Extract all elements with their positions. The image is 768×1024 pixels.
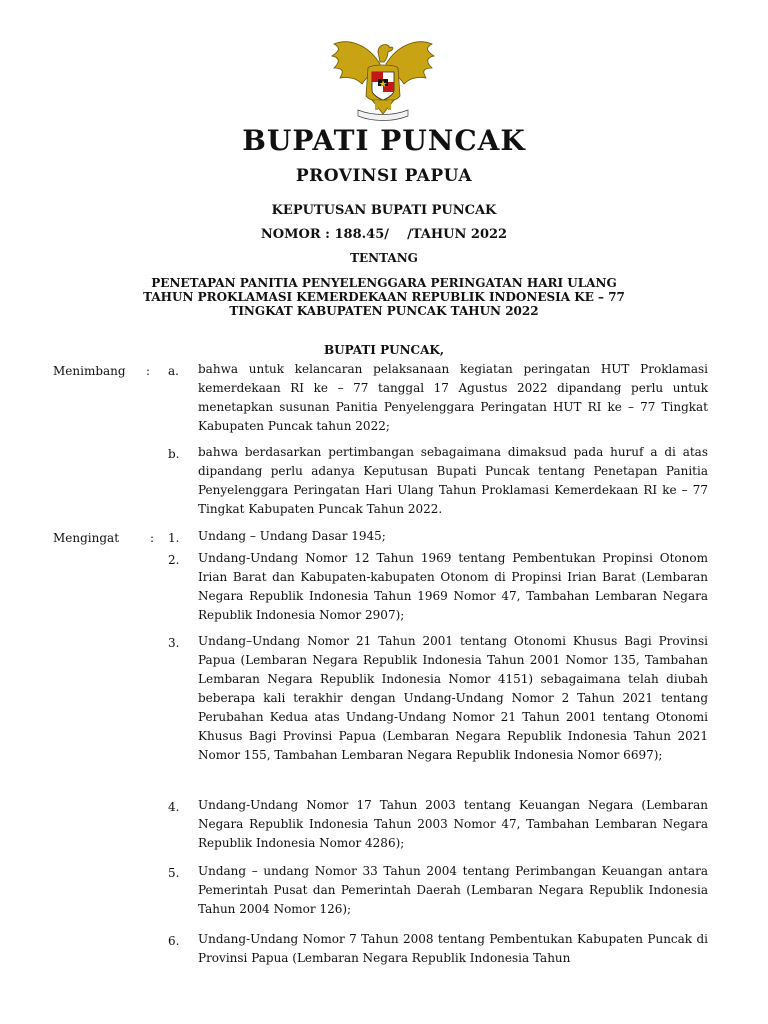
item-marker: a.: [168, 364, 179, 378]
item-text: bahwa berdasarkan pertimbangan sebagaimana dimaksud pada huruf a di atas dipandang perlu adanya Keputusan Bupati Puncak tentang Penetapan Panitia Penyelenggara Peringatan Hari Ulang Tahun Proklamasi Kemerdekaan RI ke – 77 Tingkat Kabupaten Puncak Tahun 2022.: [198, 445, 708, 516]
subject-line: TAHUN PROKLAMASI KEMERDEKAAN REPUBLIK INDONESIA KE – 77: [143, 290, 625, 304]
decree-title: KEPUTUSAN BUPATI PUNCAK: [271, 203, 497, 218]
item-text: Undang-Undang Nomor 7 Tahun 2008 tentang Pembentukan Kabupaten Puncak di Provinsi Papua (Lembaran Negara Republik Indonesia Tahun: [198, 932, 708, 965]
mengingat-colon: :: [150, 531, 155, 545]
item-text: Undang – undang Nomor 33 Tahun 2004 tentang Perimbangan Keuangan antara Pemerintah Pusat dan Pemerintah Daerah (Lembaran Negara Republik Indonesia Tahun 2004 Nomor 126);: [198, 864, 708, 916]
decree-number: NOMOR : 188.45/ /TAHUN 2022: [260, 227, 508, 242]
item-marker: 6.: [168, 934, 180, 948]
menimbang-label: Menimbang: [53, 364, 126, 378]
item-text: Undang – Undang Dasar 1945;: [198, 529, 386, 543]
subject-line: TINGKAT KABUPATEN PUNCAK TAHUN 2022: [229, 304, 539, 318]
menimbang-colon: :: [146, 364, 151, 378]
item-marker: b.: [168, 447, 180, 461]
about-label: TENTANG: [350, 251, 418, 265]
item-text: bahwa untuk kelancaran pelaksanaan kegiatan peringatan HUT Proklamasi kemerdekaan RI ke – 77 tanggal 17 Agustus 2022 dipandang perlu untuk menetapkan susunan Panitia Penyelenggara Peringatan HUT RI ke – 77 Tingkat Kabupaten Puncak tahun 2022;: [198, 362, 708, 433]
regent-title: BUPATI PUNCAK: [242, 124, 526, 157]
item-text: Undang-Undang Nomor 17 Tahun 2003 tentang Keuangan Negara (Lembaran Negara Republik Indonesia Tahun 2003 Nomor 47, Tambahan Lembaran Negara Republik Indonesia Nomor 4286);: [198, 798, 708, 850]
issuer-title: BUPATI PUNCAK,: [323, 343, 445, 357]
mengingat-label: Mengingat: [53, 531, 120, 545]
decree-subject: [0, 276, 768, 318]
subject-line: PENETAPAN PANITIA PENYELENGGARA PERINGATAN HARI ULANG: [151, 276, 617, 290]
garuda-emblem-icon: [328, 34, 438, 122]
item-marker: 1.: [168, 531, 180, 545]
item-text: Undang-Undang Nomor 12 Tahun 1969 tentang Pembentukan Propinsi Otonom Irian Barat dan Kabupaten-kabupaten Otonom di Propinsi Irian Barat (Lembaran Negara Republik Indonesia Tahun 1969 Nomor 47, Tambahan Lembaran Negara Republik Indonesia Nomor 2907);: [198, 551, 708, 622]
item-marker: 5.: [168, 866, 180, 880]
province-name: PROVINSI PAPUA: [295, 166, 473, 186]
item-marker: 4.: [168, 800, 180, 814]
item-text: Undang–Undang Nomor 21 Tahun 2001 tentang Otonomi Khusus Bagi Provinsi Papua (Lembaran Negara Republik Indonesia Tahun 2001 Nomor 135, Tambahan Lembaran Negara Republik Indonesia Nomor 4151) sebagaimana telah diubah beberapa kali terakhir dengan Undang-Undang Nomor 2 Tahun 2021 tentang Perubahan Kedua atas Undang-Undang Nomor 21 Tahun 2001 tentang Otonomi Khusus Bagi Provinsi Papua (Lembaran Negara Republik Indonesia Tahun 2021 Nomor 155, Tambahan Lembaran Negara Republik Indonesia Nomor 6697);: [198, 634, 708, 762]
item-marker: 3.: [168, 636, 180, 650]
item-marker: 2.: [168, 553, 180, 567]
